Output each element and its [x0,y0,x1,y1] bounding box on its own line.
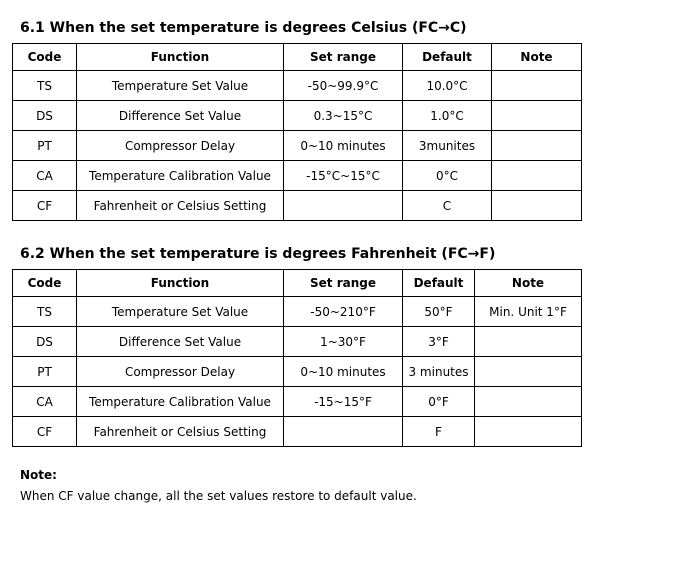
cell-set-range: 0~10 minutes [284,357,403,387]
header-function: Function [77,270,284,297]
cell-code: CA [13,161,77,191]
cell-function: Fahrenheit or Celsius Setting [77,417,284,447]
cell-note [492,101,582,131]
cell-code: CF [13,417,77,447]
cell-function: Compressor Delay [77,131,284,161]
header-function: Function [77,44,284,71]
cell-note [475,387,582,417]
cell-note [475,357,582,387]
table-row [13,101,582,131]
header-set-range: Set range [284,270,403,297]
cell-default: 0°F [403,387,475,417]
cell-function: Temperature Calibration Value [77,387,284,417]
cell-code: DS [13,101,77,131]
cell-code: DS [13,327,77,357]
cell-default: C [403,191,492,221]
header-default: Default [403,44,492,71]
cell-note [492,161,582,191]
cell-default: 10.0°C [403,71,492,101]
header-note: Note [475,270,582,297]
cell-default: 3°F [403,327,475,357]
cell-set-range: 0.3~15°C [284,101,403,131]
cell-default: F [403,417,475,447]
cell-function: Difference Set Value [77,101,284,131]
table-row [13,387,582,417]
cell-note [475,327,582,357]
cell-code: TS [13,71,77,101]
cell-set-range: -50~99.9°C [284,71,403,101]
cell-default: 0°C [403,161,492,191]
cell-code: TS [13,297,77,327]
cell-set-range: -15°C~15°C [284,161,403,191]
cell-set-range: -50~210°F [284,297,403,327]
note-heading: Note: [20,468,57,482]
cell-function: Temperature Set Value [77,297,284,327]
table-row [13,161,582,191]
cell-note [475,417,582,447]
cell-code: CA [13,387,77,417]
table-header-row [13,270,582,297]
cell-note [492,71,582,101]
header-code: Code [13,44,77,71]
cell-function: Temperature Calibration Value [77,161,284,191]
cell-code: CF [13,191,77,221]
cell-default: 50°F [403,297,475,327]
cell-note [492,131,582,161]
cell-set-range: 0~10 minutes [284,131,403,161]
section-title-celsius: 6.1 When the set temperature is degrees Celsius (FC→C) [20,20,467,36]
header-default: Default [403,270,475,297]
cell-code: PT [13,131,77,161]
celsius-settings-table [12,43,582,221]
table-row [13,297,582,327]
cell-note [492,191,582,221]
table-row [13,357,582,387]
cell-set-range [284,417,403,447]
cell-code: PT [13,357,77,387]
fahrenheit-settings-table [12,269,582,447]
cell-note: Min. Unit 1°F [475,297,582,327]
cell-default: 1.0°C [403,101,492,131]
header-code: Code [13,270,77,297]
cell-set-range: 1~30°F [284,327,403,357]
table-row [13,327,582,357]
cell-default: 3 minutes [403,357,475,387]
table-row [13,71,582,101]
table-row [13,417,582,447]
cell-set-range: -15~15°F [284,387,403,417]
header-set-range: Set range [284,44,403,71]
cell-function: Compressor Delay [77,357,284,387]
table-row [13,191,582,221]
note-text: When CF value change, all the set values restore to default value. [20,489,417,503]
cell-function: Difference Set Value [77,327,284,357]
table-header-row [13,44,582,71]
cell-set-range [284,191,403,221]
cell-function: Fahrenheit or Celsius Setting [77,191,284,221]
cell-default: 3munites [403,131,492,161]
section-title-fahrenheit: 6.2 When the set temperature is degrees Fahrenheit (FC→F) [20,246,496,262]
cell-function: Temperature Set Value [77,71,284,101]
header-note: Note [492,44,582,71]
table-row [13,131,582,161]
